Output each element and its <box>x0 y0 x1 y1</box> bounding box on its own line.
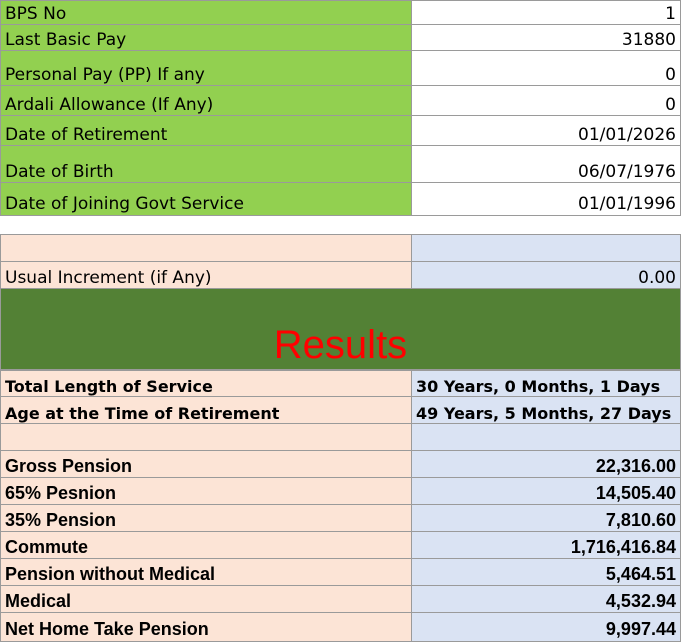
birth-date-value[interactable]: 06/07/1976 <box>411 145 681 184</box>
commute-value: 1,716,416.84 <box>411 531 681 560</box>
pension-65-value: 14,505.40 <box>411 477 681 506</box>
service-length-label: Total Length of Service <box>0 370 412 398</box>
personal-pay-value[interactable]: 0 <box>411 50 681 87</box>
pension-row-medical <box>0 585 682 613</box>
results-spacer-value-cell <box>411 423 681 452</box>
pension-row-gross <box>0 450 682 478</box>
retirement-age-label: Age at the Time of Retirement <box>0 396 412 425</box>
increment-row <box>0 261 682 289</box>
pension-65-label: 65% Pesnion <box>0 477 412 506</box>
joining-date-label: Date of Joining Govt Service <box>0 182 412 216</box>
spacer-row <box>0 234 682 262</box>
input-row-retirement-date <box>0 115 682 146</box>
pension-row-35 <box>0 504 682 532</box>
bps-value[interactable]: 1 <box>411 0 681 26</box>
personal-pay-label: Personal Pay (PP) If any <box>0 50 412 87</box>
bps-label: BPS No <box>0 0 412 26</box>
pension-row-65 <box>0 477 682 505</box>
net-pension-value: 9,997.44 <box>411 612 681 642</box>
pension-row-net <box>0 612 682 641</box>
increment-label: Usual Increment (if Any) <box>0 261 412 290</box>
results-banner <box>0 288 681 370</box>
results-spacer-label-cell <box>0 423 412 452</box>
results-title: Results <box>273 323 408 367</box>
increment-value[interactable]: 0.00 <box>411 261 681 290</box>
retirement-date-value[interactable]: 01/01/2026 <box>411 115 681 147</box>
gross-pension-value: 22,316.00 <box>411 450 681 479</box>
basic-pay-label: Last Basic Pay <box>0 24 412 52</box>
commute-label: Commute <box>0 531 412 560</box>
input-row-birth-date <box>0 145 682 183</box>
pension-without-medical-value: 5,464.51 <box>411 558 681 587</box>
pension-35-label: 35% Pension <box>0 504 412 533</box>
input-row-joining-date <box>0 182 682 215</box>
basic-pay-value[interactable]: 31880 <box>411 24 681 52</box>
service-row-age <box>0 396 682 424</box>
ardali-label: Ardali Allowance (If Any) <box>0 85 412 117</box>
medical-label: Medical <box>0 585 412 614</box>
joining-date-value[interactable]: 01/01/1996 <box>411 182 681 216</box>
pension-without-medical-label: Pension without Medical <box>0 558 412 587</box>
medical-value: 4,532.94 <box>411 585 681 614</box>
input-row-bps <box>0 0 682 25</box>
retirement-date-label: Date of Retirement <box>0 115 412 147</box>
retirement-age-value: 49 Years, 5 Months, 27 Days <box>411 396 681 425</box>
service-row-length <box>0 370 682 397</box>
gross-pension-label: Gross Pension <box>0 450 412 479</box>
input-row-ardali <box>0 85 682 116</box>
pension-row-commute <box>0 531 682 559</box>
spacer-value-cell <box>411 234 681 263</box>
net-pension-label: Net Home Take Pension <box>0 612 412 642</box>
pension-row-without-medical <box>0 558 682 586</box>
results-spacer-row <box>0 423 682 451</box>
ardali-value[interactable]: 0 <box>411 85 681 117</box>
input-row-basic-pay <box>0 24 682 51</box>
pension-35-value: 7,810.60 <box>411 504 681 533</box>
service-length-value: 30 Years, 0 Months, 1 Days <box>411 370 681 398</box>
input-row-personal-pay <box>0 50 682 86</box>
birth-date-label: Date of Birth <box>0 145 412 184</box>
spacer-label-cell <box>0 234 412 263</box>
